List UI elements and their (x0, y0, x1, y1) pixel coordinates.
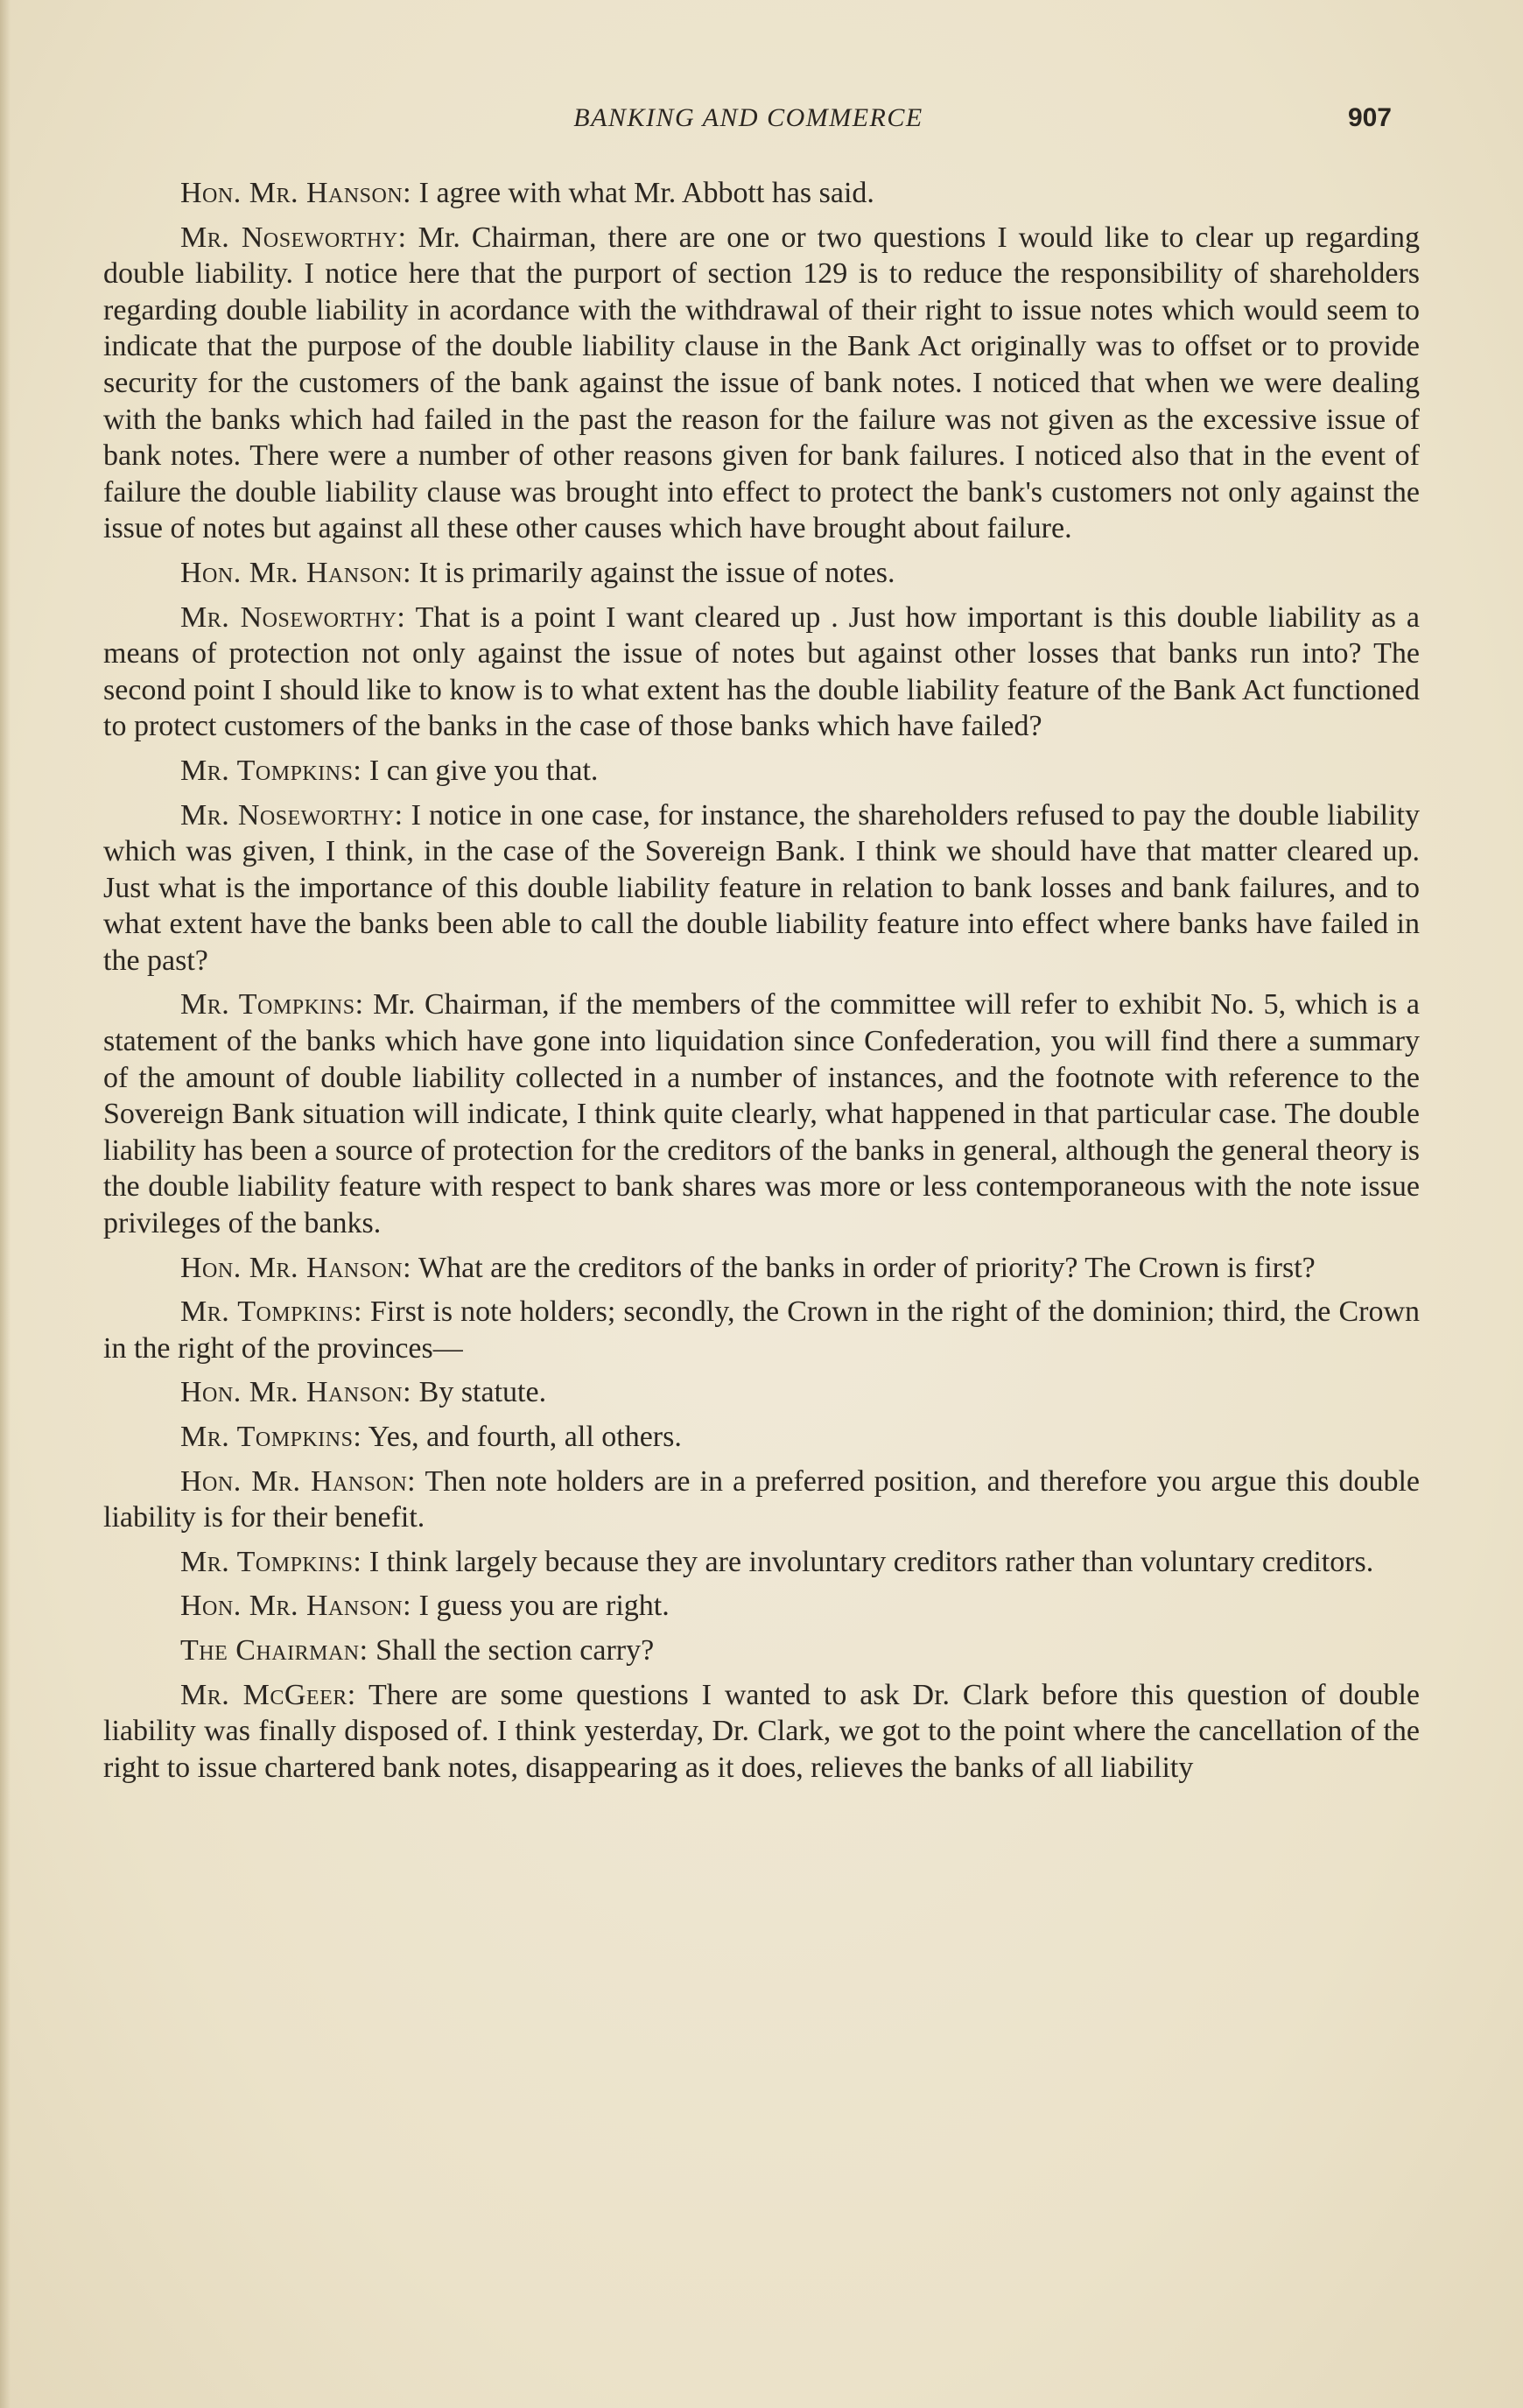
speech-text: What are the creditors of the banks in order of priority? The Crown is first? (418, 1251, 1316, 1284)
paragraph (103, 986, 1420, 1241)
paragraph (103, 175, 1420, 212)
speech-text: By statute. (418, 1376, 547, 1409)
paragraph (103, 555, 1420, 592)
speaker-name: Hon. Mr. Hanson: (180, 177, 412, 209)
speaker-name: Hon. Mr. Hanson: (180, 1251, 412, 1284)
speaker-name: Hon. Mr. Hanson: (180, 1590, 412, 1623)
paragraph (103, 1294, 1420, 1366)
speech-text: Mr. Chairman, there are one or two questions I would like to clear up regarding double liability. I notice here that the purport of section 129 is to reduce the responsibility of shareholders regarding double liability in acordance with the withdrawal of their right to issue notes which would seem to indicate that the purpose of the double liability clause in the Bank Act originally was to offset or to provide security for the customers of the bank against the issue of bank notes. I noticed that when we were dealing with the banks which had failed in the past the reason for the failure was not given as the excessive issue of bank notes. There were a number of other reasons given for bank failures. I noticed also that in the event of failure the double liability clause was brought into effect to protect the bank's customers not only against the issue of notes but against all these other causes which have brought about failure. (103, 221, 1420, 545)
speaker-name: Hon. Mr. Hanson: (180, 556, 412, 589)
paragraph (103, 220, 1420, 547)
speech-text: Shall the section carry? (375, 1633, 655, 1667)
paragraph (103, 600, 1420, 745)
speech-text: Then note holders are in a preferred position, and therefore you argue this double liability is for their benefit. (103, 1464, 1420, 1534)
page-number: 907 (1347, 103, 1392, 132)
speaker-name: The Chairman: (180, 1633, 368, 1667)
paragraph (103, 1588, 1420, 1625)
speech-text: I guess you are right. (418, 1590, 670, 1623)
page-header (105, 103, 1392, 142)
transcript-body (103, 175, 1420, 1794)
speech-text: That is a point I want cleared up . Just how important is this double liability as a means of protection not only against the issue of notes but against other losses that banks run into? The second point I should like to know is to what extent has the double liability feature of the Bank Act functioned to protect customers of the banks in the case of those banks which have failed? (103, 600, 1420, 743)
page-edge-shadow (0, 0, 11, 2408)
speech-text: I notice in one case, for instance, the shareholders refused to pay the double liability which was given, I think, in the case of the Sovereign Bank. I think we should have that matter cleared up. Just what is the importance of this double liability feature in relation to bank losses and bank failures, and to what extent have the banks been able to call the double liability feature into effect where banks have failed in the past? (103, 798, 1420, 977)
speech-text: I can give you that. (368, 754, 599, 787)
speech-text: First is note holders; secondly, the Crown in the right of the dominion; third, the Crown in the right of the provinces— (103, 1295, 1421, 1365)
paragraph (103, 1632, 1420, 1669)
paragraph (103, 753, 1420, 790)
speech-text: Yes, and fourth, all others. (368, 1421, 682, 1453)
speech-text: It is primarily against the issue of notes. (418, 556, 895, 589)
speaker-name: Mr. Noseworthy: (180, 798, 404, 832)
paragraph (103, 1374, 1420, 1411)
speaker-name: Mr. Tompkins: (180, 1545, 362, 1578)
speaker-name: Mr. McGeer: (180, 1678, 356, 1711)
speech-text: There are some questions I wanted to ask Dr. Clark before this question of double liability was finally disposed of. I think yesterday, Dr. Clark, we got to the point where the cancellation of the right to issue chartered bank notes, disappearing as it does, relieves the banks of all liability (103, 1678, 1421, 1784)
paragraph (103, 1419, 1420, 1456)
speaker-name: Mr. Noseworthy: (180, 600, 406, 634)
paragraph (103, 1464, 1420, 1536)
running-title: BANKING AND COMMERCE (573, 103, 923, 132)
speech-text: I agree with what Mr. Abbott has said. (418, 177, 874, 209)
speaker-name: Mr. Tompkins: (180, 1421, 362, 1453)
paragraph (103, 797, 1420, 979)
speaker-name: Mr. Tompkins: (180, 1295, 362, 1329)
speaker-name: Mr. Tompkins: (180, 754, 362, 787)
speaker-name: Mr. Noseworthy: (180, 221, 407, 254)
speaker-name: Hon. Mr. Hanson: (180, 1464, 417, 1498)
paragraph (103, 1677, 1420, 1787)
speech-text: Mr. Chairman, if the members of the committee will refer to exhibit No. 5, which is a statement of the banks which have gone into liquidation since Confederation, you will find there a summary of the amount of double liability collected in a number of instances, and the footnote with reference to the Sovereign Bank situation will indicate, I think quite clearly, what happened in that particular case. The double liability has been a source of protection for the creditors of the banks in general, although the general theory is the double liability feature with respect to bank shares was more or less contemporaneous with the note issue privileges of the banks. (103, 988, 1420, 1240)
paragraph (103, 1250, 1420, 1287)
speaker-name: Hon. Mr. Hanson: (180, 1376, 412, 1409)
speaker-name: Mr. Tompkins: (180, 988, 364, 1021)
speech-text: I think largely because they are involuntary creditors rather than voluntary creditors. (368, 1545, 1374, 1578)
paragraph (103, 1544, 1420, 1581)
